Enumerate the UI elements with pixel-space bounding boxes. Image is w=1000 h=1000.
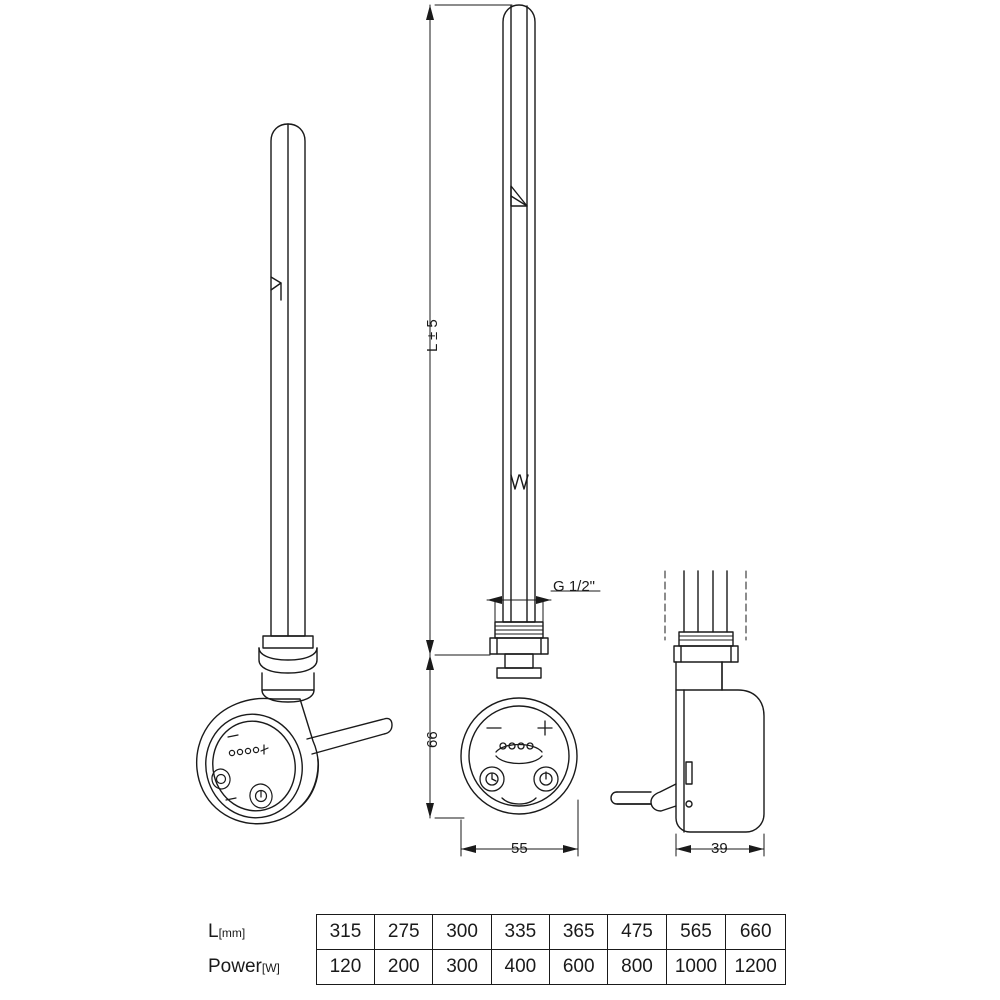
row-label-power	[186, 950, 316, 985]
row-unit-text: [mm]	[218, 926, 246, 940]
length-dimension-label: L ± 5	[424, 319, 441, 352]
cell-power-7: 1000	[666, 950, 726, 985]
cell-power-8: 1200	[726, 950, 786, 985]
side-view	[611, 571, 764, 832]
cell-power-1: 120	[316, 950, 374, 985]
row-unit-text: [W]	[261, 961, 280, 975]
front-view	[461, 5, 577, 814]
cell-length-7: 565	[666, 915, 726, 950]
cell-length-8: 660	[726, 915, 786, 950]
cell-length-6: 475	[608, 915, 666, 950]
cell-length-2: 275	[375, 915, 433, 950]
cell-power-2: 200	[375, 950, 433, 985]
row-label-length	[186, 915, 316, 950]
cell-length-1: 315	[316, 915, 374, 950]
head-width-dimension-label: 55	[511, 840, 528, 857]
table-row	[186, 950, 786, 985]
head-height-dimension-label: 66	[424, 731, 441, 748]
cell-power-5: 600	[550, 950, 608, 985]
table-row	[186, 915, 786, 950]
cell-length-4: 335	[491, 915, 549, 950]
cell-power-3: 300	[433, 950, 491, 985]
perspective-view	[195, 124, 392, 828]
head-depth-dimension-label: 39	[711, 840, 728, 857]
cell-length-3: 300	[433, 915, 491, 950]
row-label-text: L	[208, 921, 219, 942]
spec-table	[186, 914, 786, 985]
cell-power-4: 400	[491, 950, 549, 985]
cell-length-5: 365	[550, 915, 608, 950]
cell-power-6: 800	[608, 950, 666, 985]
row-label-text: Power	[208, 956, 262, 977]
thread-dimension-label: G 1/2"	[553, 578, 596, 595]
